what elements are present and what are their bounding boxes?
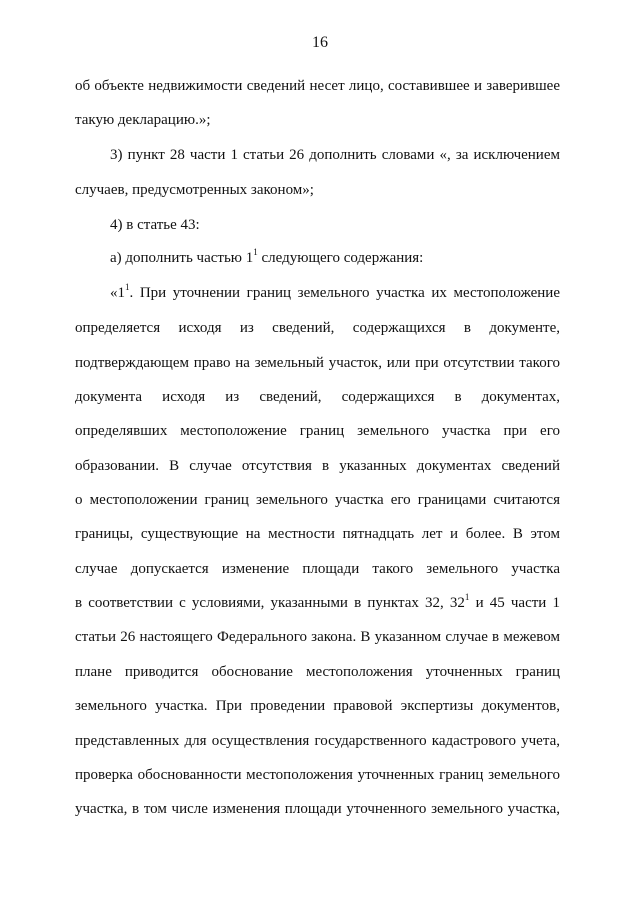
text-line: [75, 593, 560, 613]
superscript: 1: [125, 282, 130, 292]
text-line: [110, 248, 560, 268]
text-line: земельного участка. При проведении правовой экспертизы документов,: [75, 698, 560, 714]
text-segment: и 45 части 1: [469, 595, 560, 611]
text-line: об объекте недвижимости сведений несет лицо, составившее и заверившее: [75, 78, 560, 94]
text-line: определявших местоположение границ земельного участка при его: [75, 423, 560, 439]
text-line: 3) пункт 28 части 1 статьи 26 дополнить словами «, за исключением: [110, 147, 560, 163]
text-segment: . При уточнении границ земельного участка их местоположение: [129, 285, 560, 301]
text-line: участка, в том числе изменения площади уточненного земельного участка,: [75, 801, 560, 817]
text-line: о местоположении границ земельного участка его границами считаются: [75, 492, 560, 508]
text-line: статьи 26 настоящего Федерального закона. В указанном случае в межевом: [75, 629, 560, 645]
text-segment: в соответствии с условиями, указанными в пунктах 32, 32: [75, 595, 465, 611]
text-line: случае допускается изменение площади такого земельного участка: [75, 561, 560, 577]
text-line: образовании. В случае отсутствия в указанных документах сведений: [75, 458, 560, 474]
text-line: 4) в статье 43:: [110, 217, 200, 233]
page-number: 16: [312, 34, 328, 51]
text-segment: а) дополнить частью 1: [110, 250, 254, 266]
text-line: плане приводится обоснование местоположения уточненных границ: [75, 664, 560, 680]
text-line: [110, 283, 560, 303]
text-line: проверка обоснованности местоположения уточненных границ земельного: [75, 767, 560, 783]
text-line: определяется исходя из сведений, содержащихся в документе,: [75, 320, 560, 336]
superscript: 1: [464, 592, 470, 602]
text-line: такую декларацию.»;: [75, 112, 211, 128]
text-line: представленных для осуществления государственного кадастрового учета,: [75, 733, 560, 749]
text-line: границы, существующие на местности пятнадцать лет и более. В этом: [75, 526, 560, 542]
superscript: 1: [253, 247, 258, 257]
text-line: подтверждающем право на земельный участок, или при отсутствии такого: [75, 355, 560, 371]
text-line: документа исходя из сведений, содержащихся в документах,: [75, 389, 560, 405]
text-line: случаев, предусмотренных законом»;: [75, 182, 314, 198]
text-segment: следующего содержания:: [257, 250, 424, 266]
text-segment: «1: [110, 285, 125, 301]
